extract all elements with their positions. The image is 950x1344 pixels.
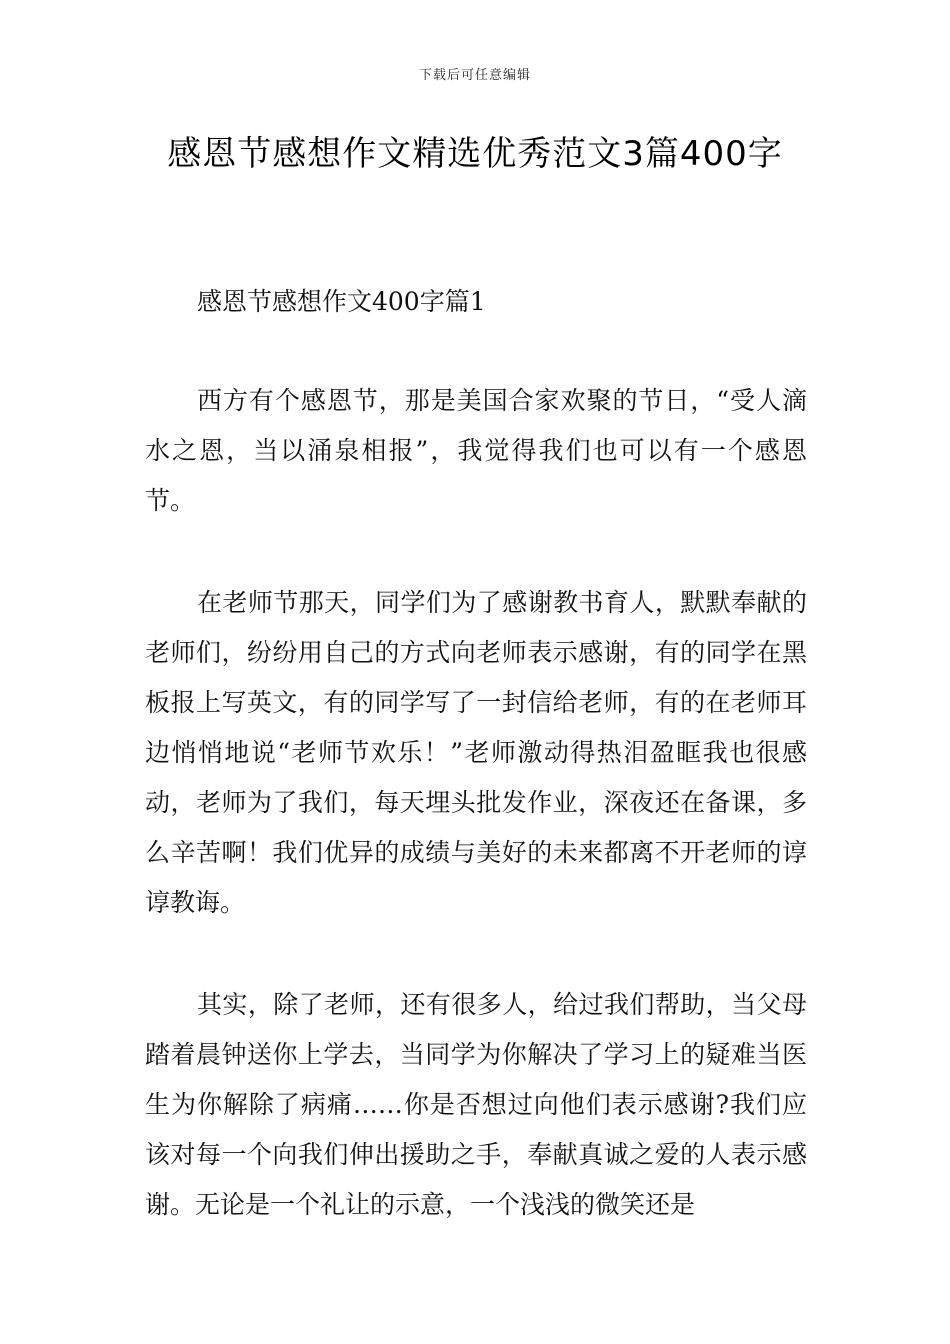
paragraph: 其实，除了老师，还有很多人，给过我们帮助，当父母踏着晨钟送你上学去，当同学为你解决了学习上的疑难当医生为你解除了病痛……你是否想过向他们表示感谢?我们应该对每一个向我们伸出援助之手，奉献真诚之爱的人表示感谢。无论是一个礼让的示意，一个浅浅的微笑还是 <box>145 990 807 1219</box>
document-body <box>145 280 807 1230</box>
paragraph: 西方有个感恩节，那是美国合家欢聚的节日，“受人滴水之恩，当以涌泉相报”，我觉得我们也可以有一个感恩节。 <box>145 386 807 515</box>
document-title: 感恩节感想作文精选优秀范文3篇400字 <box>167 134 783 174</box>
header-note: 下载后可任意编辑 <box>418 68 531 83</box>
paragraph: 在老师节那天，同学们为了感谢教书育人，默默奉献的老师们，纷纷用自己的方式向老师表示感谢，有的同学在黑板报上写英文，有的同学写了一封信给老师，有的在老师耳边悄悄地说“老师节欢乐！”老师激动得热泪盈眶我也很感动，老师为了我们，每天埋头批发作业，深夜还在备课，多么辛苦啊！我们优异的成绩与美好的未来都离不开老师的谆谆教诲。 <box>145 588 807 917</box>
section-title: 感恩节感想作文400字篇1 <box>197 287 486 316</box>
